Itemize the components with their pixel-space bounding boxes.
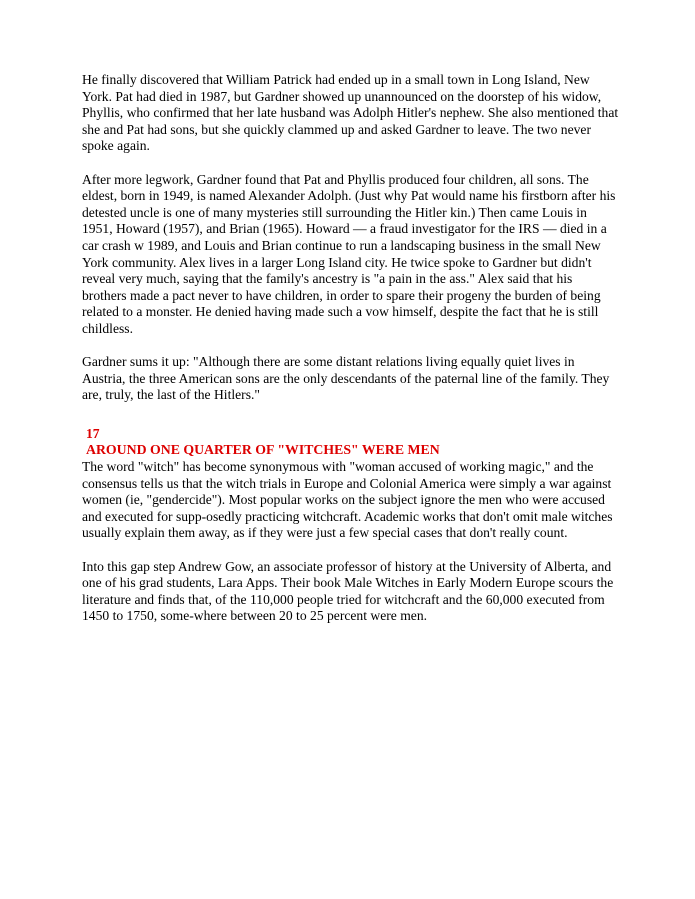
paragraph-witch-intro: The word "witch" has become synonymous with "woman accused of working magic," and the consensus tells us that the witch trials in Europe and Colonial America were simply a war against women (ie, "gendercide"). Most popular works on the subject ignore the men who were accused and executed for supp-osedly practicing witchcraft. Academic works that don't omit male witches usually explain them away, as if they were just a few special cases that don't really count. bbox=[82, 459, 613, 541]
paragraph-hitler-discovery: He finally discovered that William Patrick had ended up in a small town in Long Island, New York. Pat had died in 1987, but Gardner showed up unannounced on the doorstep of his widow, Phyllis, who confirmed that her late husband was Adolph Hitler's nephew. She also mentioned that she and Pat had sons, but she quickly clammed up and asked Gardner to leave. The two never spoke again. bbox=[82, 72, 619, 154]
paragraph-gardner-summary: Gardner sums it up: "Although there are some distant relations living equally quiet lives in Austria, the three American sons are the only descendants of the paternal line of the family. They are, truly, the last of the Hitlers." bbox=[82, 354, 610, 403]
paragraph-hitler-children: After more legwork, Gardner found that Pat and Phyllis produced four children, all sons. The eldest, born in 1949, is named Alexander Adolph. (Just why Pat would name his firstborn after his detested uncle is one of many mysteries still surrounding the Hitler kin.) Then came Louis in 1951, Howard (1957), and Brian (1965). Howard — a fraud investigator for the IRS — died in a car crash w 1989, and Louis and Brian continue to run a landscaping business in the small New York community. Alex lives in a larger Long Island city. He twice spoke to Gardner but didn't reveal very much, saying that the family's ancestry is "a pain in the ass." Alex said that his brothers made a pact never to have children, in order to spare their progeny the burden of being related to a monster. He denied having made such a vow himself, despite the fact that he is still childless. bbox=[82, 171, 616, 336]
paragraph-male-witches: Into this gap step Andrew Gow, an associate professor of history at the University of Alberta, and one of his grad students, Lara Apps. Their book Male Witches in Early Modern Europe scours the literature and finds that, of the 110,000 people tried for witchcraft and the 60,000 executed from 1450 to 1750, some-where between 20 to 25 percent were men. bbox=[82, 558, 614, 624]
section-number: 17 bbox=[86, 425, 100, 441]
section-heading: AROUND ONE QUARTER OF "WITCHES" WERE MEN bbox=[86, 442, 440, 458]
